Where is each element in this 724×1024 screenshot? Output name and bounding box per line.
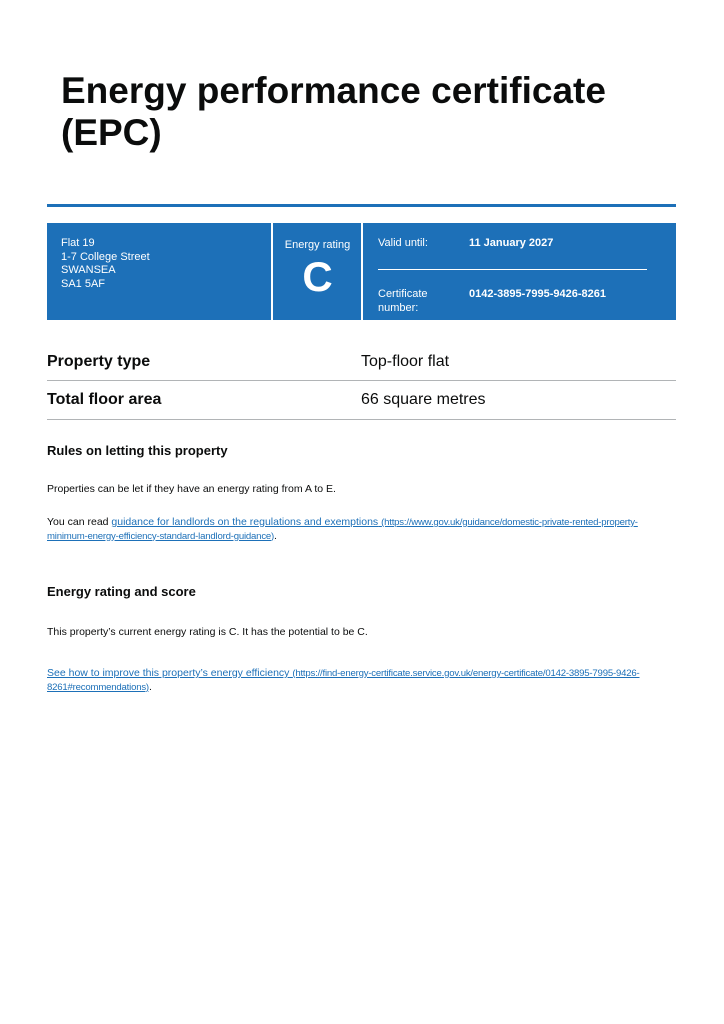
floor-area-label: Total floor area bbox=[47, 391, 162, 408]
address-line: SWANSEA bbox=[61, 264, 116, 276]
summary-divider bbox=[47, 419, 676, 420]
letting-guidance-paragraph bbox=[47, 516, 677, 543]
certificate-number-value: 0142-3895-7995-9426-8261 bbox=[469, 288, 607, 300]
banner-divider bbox=[361, 223, 363, 320]
letting-text: Properties can be let if they have an energy rating from A to E. bbox=[47, 483, 336, 495]
improve-efficiency-link[interactable] bbox=[47, 667, 640, 693]
address-line: Flat 19 bbox=[61, 237, 95, 249]
energy-rating-text: This property’s current energy rating is C. It has the potential to be C. bbox=[47, 626, 368, 638]
landlord-guidance-url: (https://www.gov.uk/guidance/domestic-private-rented-property-minimum-energy-efficiency-standard-landlord-guidance) bbox=[47, 517, 638, 542]
guidance-suffix: . bbox=[274, 529, 277, 542]
certificate-banner bbox=[47, 223, 676, 320]
valid-until-value: 11 January 2027 bbox=[469, 237, 554, 249]
address-line: SA1 5AF bbox=[61, 277, 106, 290]
page-title: Energy performance certificate (EPC) bbox=[61, 70, 606, 153]
floor-area-value: 66 square metres bbox=[361, 391, 486, 408]
property-type-value: Top-floor flat bbox=[361, 353, 450, 370]
landlord-guidance-link-text: guidance for landlords on the regulations and exemptions bbox=[111, 516, 379, 528]
improve-efficiency-link-text: See how to improve this property’s energy efficiency bbox=[47, 667, 290, 679]
property-type-label: Property type bbox=[47, 353, 151, 370]
improve-efficiency-url: (https://find-energy-certificate.service.gov.uk/energy-certificate/0142-3895-7995-9426-8261#recommendations) bbox=[47, 668, 640, 693]
header-rule bbox=[47, 204, 676, 207]
letting-heading: Rules on letting this property bbox=[47, 443, 228, 458]
banner-separator bbox=[378, 269, 647, 270]
valid-until-label: Valid until: bbox=[378, 237, 428, 249]
landlord-guidance-link[interactable] bbox=[47, 516, 638, 542]
energy-heading: Energy rating and score bbox=[47, 584, 196, 599]
energy-improve-paragraph bbox=[47, 667, 677, 694]
certificate-number-label: Certificate number: bbox=[378, 288, 428, 314]
energy-rating-label: Energy rating bbox=[284, 239, 351, 251]
energy-rating-letter: C bbox=[302, 253, 333, 300]
property-address bbox=[61, 237, 150, 291]
summary-divider bbox=[47, 380, 676, 381]
improve-suffix: . bbox=[148, 680, 152, 693]
address-line: 1-7 College Street bbox=[61, 250, 150, 263]
guidance-prefix: You can read bbox=[47, 516, 112, 528]
